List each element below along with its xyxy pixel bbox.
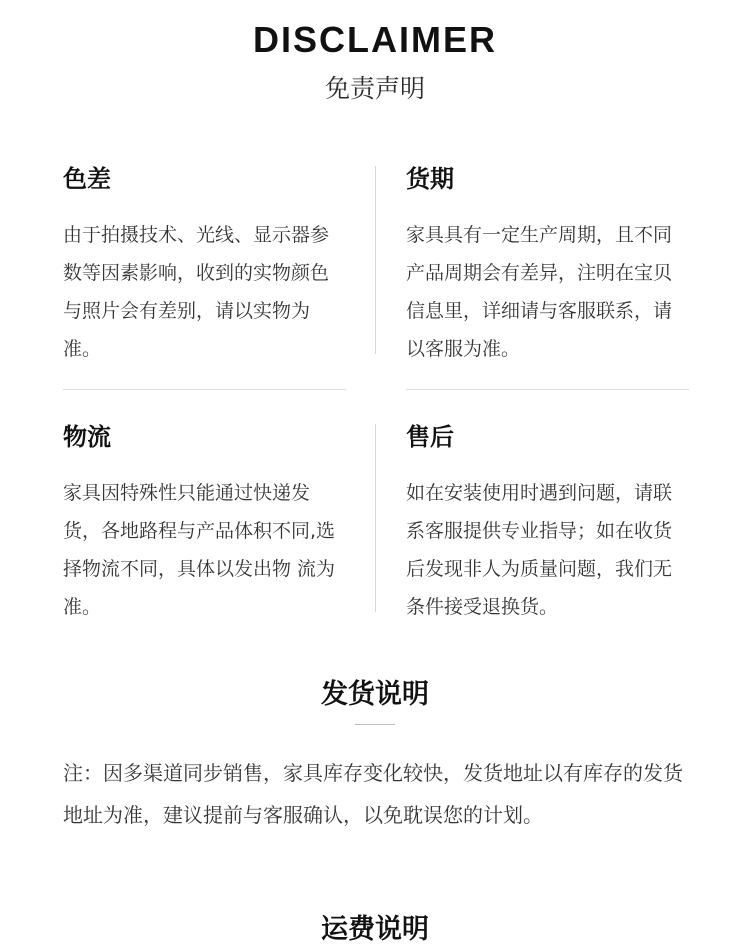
section-color-difference	[63, 164, 347, 368]
vertical-divider	[375, 424, 376, 612]
section-body: 如在安装使用时遇到问题，请联系客服提供专业指导；如在收货后发现非人为质量问题，我们无条件接受退换货。	[406, 482, 673, 618]
section-title: 货期	[406, 165, 454, 193]
section-title: 色差	[63, 165, 111, 193]
horizontal-divider	[63, 389, 346, 390]
horizontal-divider	[406, 389, 689, 390]
section-after-sales	[406, 422, 690, 626]
vertical-divider	[375, 166, 376, 354]
section-lead-time	[406, 164, 690, 368]
section-title: 售后	[406, 423, 454, 451]
section-body: 家具具有一定生产周期，且不同产品周期会有差异，注明在宝贝信息里，详细请与客服联系，请以客服为准。	[406, 224, 673, 360]
section-body: 家具因特殊性只能通过快递发货，各地路程与产品体积不同,选择物流不同，具体以发出物 流为准。	[63, 482, 336, 618]
page-title-en: DISCLAIMER	[253, 19, 497, 60]
section-body: 由于拍摄技术、光线、显示器参数等因素影响，收到的实物颜色与照片会有差别，请以实物为准。	[63, 224, 330, 360]
section-title: 物流	[63, 423, 111, 451]
title-underline	[355, 724, 395, 725]
freight-title: 运费说明	[321, 914, 429, 945]
section-logistics	[63, 422, 347, 626]
page-title-cn: 免责声明	[324, 74, 425, 103]
shipping-title: 发货说明	[321, 679, 429, 710]
shipping-note: 注：因多渠道同步销售，家具库存变化较快，发货地址以有库存的发货地址为准，建议提前与客服确认，以免耽误您的计划。	[63, 761, 683, 827]
